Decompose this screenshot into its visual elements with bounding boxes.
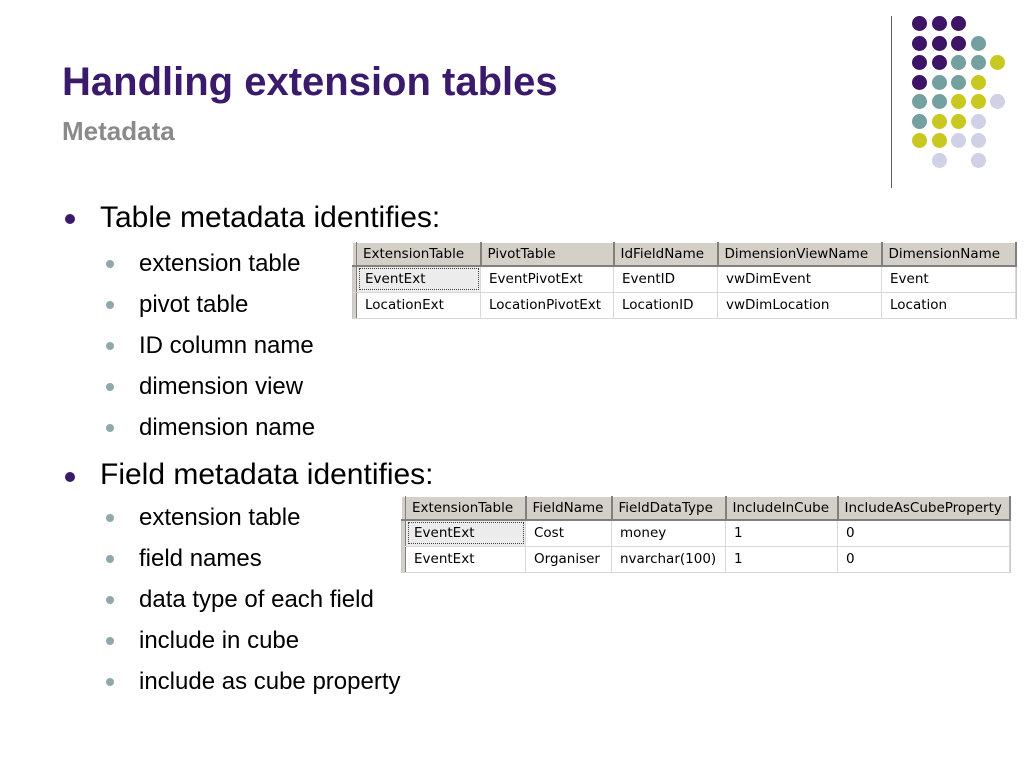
decorative-dot xyxy=(990,55,1005,70)
table-row[interactable] xyxy=(402,520,1010,546)
decorative-dot xyxy=(951,114,966,129)
decorative-dot xyxy=(912,36,927,51)
table-row[interactable] xyxy=(353,266,1016,292)
bullet-icon xyxy=(106,424,114,432)
field-metadata-grid xyxy=(401,496,1011,573)
decorative-dot xyxy=(971,153,986,168)
decorative-dot xyxy=(912,133,927,148)
grid-cell[interactable]: vwDimLocation xyxy=(718,292,882,318)
decorative-dot xyxy=(932,16,947,31)
grid-cell[interactable]: Cost xyxy=(526,520,612,546)
decorative-dot xyxy=(971,55,986,70)
slide-title: Handling extension tables xyxy=(62,60,558,104)
column-header[interactable]: IdFieldName xyxy=(614,243,718,267)
grid-header-row xyxy=(402,497,1010,521)
column-header[interactable]: DimensionViewName xyxy=(718,243,882,267)
grid-cell[interactable]: Organiser xyxy=(526,546,612,572)
decorative-dot xyxy=(912,114,927,129)
bullet-icon xyxy=(65,472,75,482)
bullet-icon xyxy=(106,342,114,350)
bullet-icon xyxy=(106,637,114,645)
list-item: data type of each field xyxy=(139,586,374,613)
grid-cell[interactable]: LocationPivotExt xyxy=(481,292,614,318)
section-heading-table-metadata: Table metadata identifies: xyxy=(100,201,441,234)
grid-cell[interactable]: 1 xyxy=(726,520,838,546)
list-item: include as cube property xyxy=(139,668,401,695)
column-header[interactable]: ExtensionTable xyxy=(357,243,481,267)
grid-cell[interactable]: money xyxy=(612,520,726,546)
grid-cell[interactable]: 0 xyxy=(838,546,1010,572)
column-header[interactable]: DimensionName xyxy=(882,243,1016,267)
grid-cell[interactable]: EventExt xyxy=(357,266,481,292)
list-item: include in cube xyxy=(139,627,300,654)
column-header[interactable]: IncludeInCube xyxy=(726,497,838,521)
list-item: dimension view xyxy=(139,373,304,400)
column-header[interactable]: FieldName xyxy=(526,497,612,521)
decorative-dot xyxy=(971,133,986,148)
grid-cell[interactable]: 0 xyxy=(838,520,1010,546)
decorative-dot xyxy=(932,94,947,109)
column-header[interactable]: IncludeAsCubeProperty xyxy=(838,497,1010,521)
decorative-dot xyxy=(971,36,986,51)
bullet-icon xyxy=(106,260,114,268)
column-header[interactable]: FieldDataType xyxy=(612,497,726,521)
list-item: extension table xyxy=(139,504,301,531)
grid-cell[interactable]: LocationExt xyxy=(357,292,481,318)
list-item: dimension name xyxy=(139,414,316,441)
list-item: field names xyxy=(139,545,262,572)
grid-cell[interactable]: nvarchar(100) xyxy=(612,546,726,572)
grid-cell[interactable]: Location xyxy=(882,292,1016,318)
bullet-icon xyxy=(106,678,114,686)
bullet-icon xyxy=(106,383,114,391)
table-row[interactable] xyxy=(353,292,1016,318)
decorative-dot xyxy=(932,133,947,148)
decorative-dot xyxy=(932,114,947,129)
bullet-icon xyxy=(106,555,114,563)
decorative-dot xyxy=(912,94,927,109)
divider-line xyxy=(891,16,892,188)
decorative-dot xyxy=(951,75,966,90)
grid-cell[interactable]: EventExt xyxy=(406,520,526,546)
bullet-icon xyxy=(65,214,75,224)
decorative-dot xyxy=(951,94,966,109)
decorative-dot xyxy=(971,114,986,129)
list-item: extension table xyxy=(139,250,301,277)
list-item: ID column name xyxy=(139,332,314,359)
grid-cell[interactable]: Event xyxy=(882,266,1016,292)
decorative-dot xyxy=(932,36,947,51)
column-header[interactable]: PivotTable xyxy=(481,243,614,267)
grid-cell[interactable]: vwDimEvent xyxy=(718,266,882,292)
decorative-dot xyxy=(932,55,947,70)
grid-cell[interactable]: EventPivotExt xyxy=(481,266,614,292)
grid-cell[interactable]: EventID xyxy=(614,266,718,292)
grid-header-row xyxy=(353,243,1016,267)
bullet-icon xyxy=(106,596,114,604)
list-item: pivot table xyxy=(139,291,249,318)
decorative-dot xyxy=(971,75,986,90)
decorative-dot xyxy=(912,16,927,31)
decorative-dot xyxy=(932,153,947,168)
bullet-icon xyxy=(106,514,114,522)
decorative-dot xyxy=(951,55,966,70)
grid-cell[interactable]: LocationID xyxy=(614,292,718,318)
grid-cell[interactable]: 1 xyxy=(726,546,838,572)
column-header[interactable]: ExtensionTable xyxy=(406,497,526,521)
decorative-dot xyxy=(951,36,966,51)
bullet-icon xyxy=(106,301,114,309)
decorative-dot xyxy=(971,94,986,109)
decorative-dot xyxy=(951,133,966,148)
decorative-dot xyxy=(951,16,966,31)
decorative-dot xyxy=(990,94,1005,109)
table-metadata-grid xyxy=(352,242,1017,319)
decorative-dot xyxy=(912,75,927,90)
grid-cell[interactable]: EventExt xyxy=(406,546,526,572)
section-heading-field-metadata: Field metadata identifies: xyxy=(100,458,434,491)
decorative-dot xyxy=(932,75,947,90)
decorative-dot xyxy=(912,55,927,70)
slide-subtitle: Metadata xyxy=(62,116,175,146)
table-row[interactable] xyxy=(402,546,1010,572)
